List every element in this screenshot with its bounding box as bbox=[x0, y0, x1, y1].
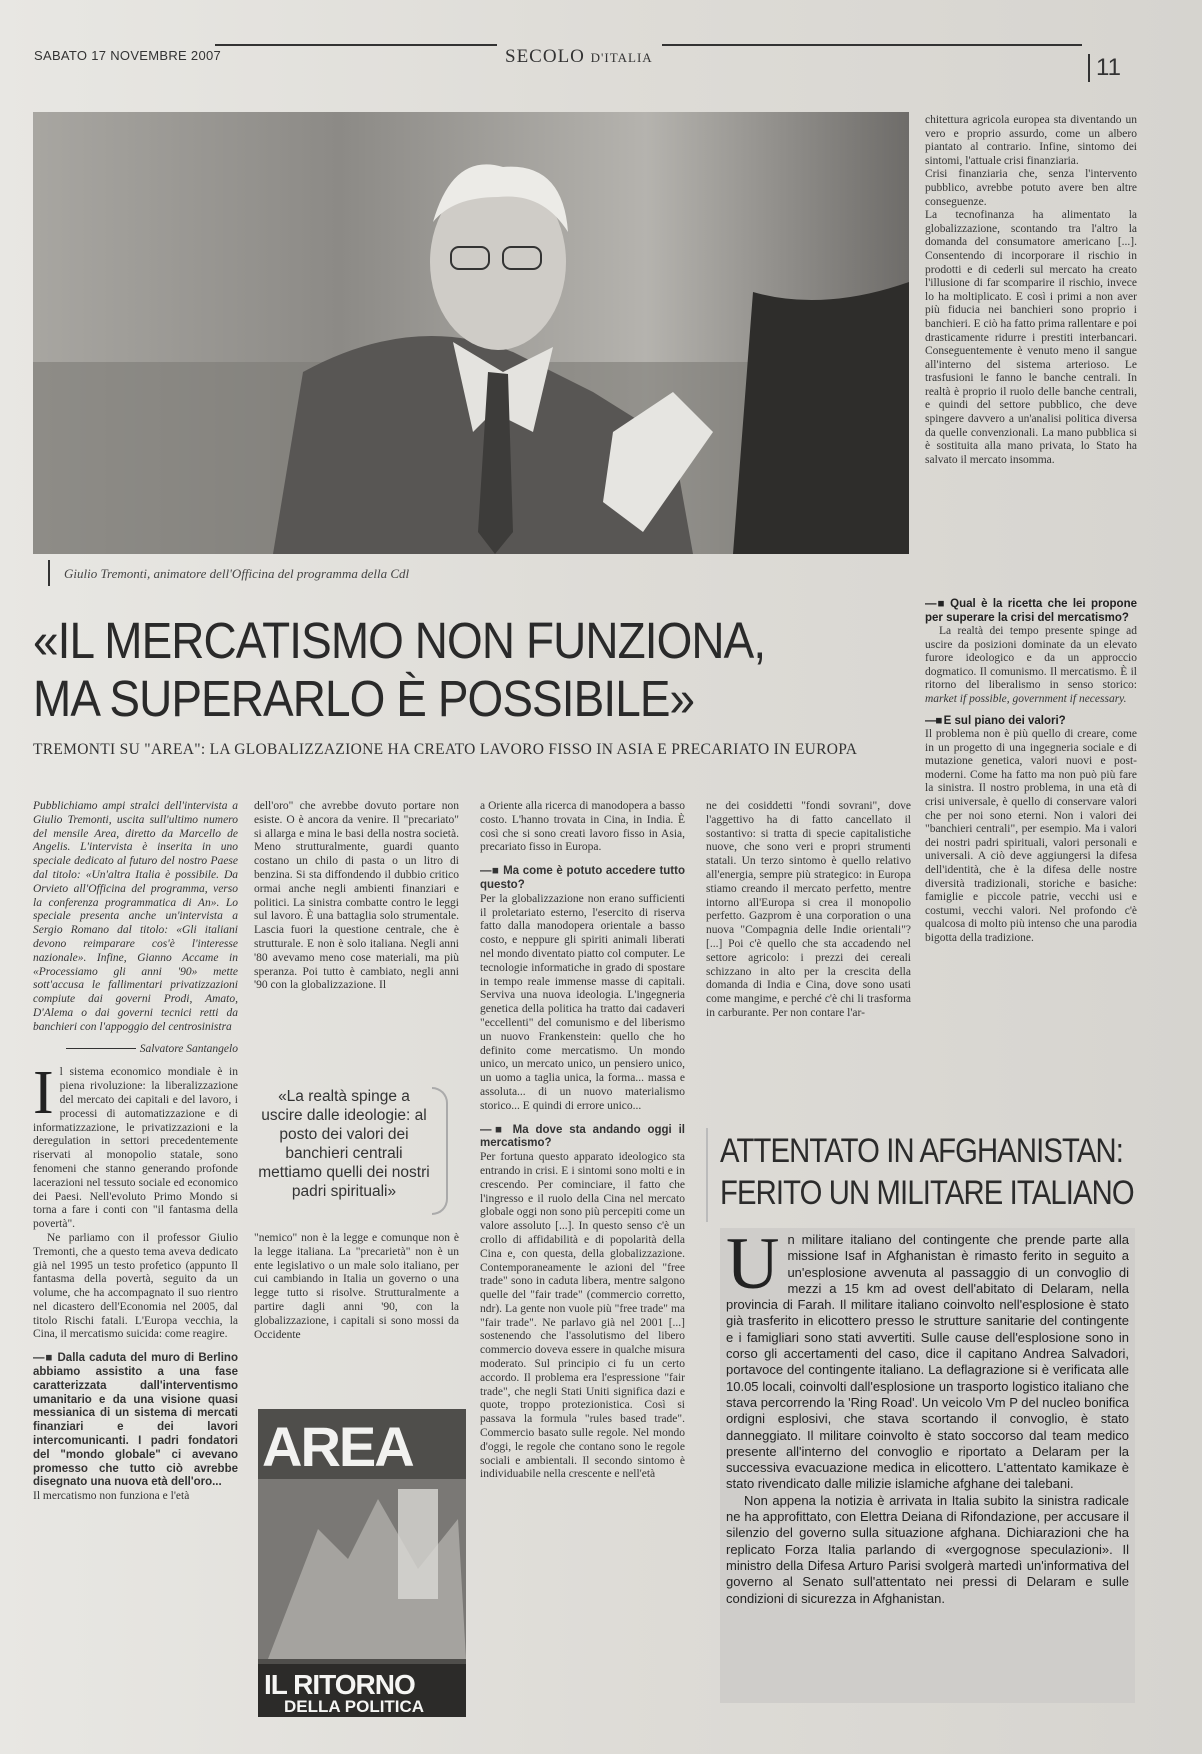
right-column-questions bbox=[925, 598, 1137, 946]
body-paragraph: Il sistema economico mondiale è in piena rivoluzione: la liberalizzazione del mercato dei capitali e del lavoro, i processi di automatizzazione e di informatizzazione, le privatizzazioni e la deregulation in settori precedentemente riservati al monopolio statale, sono fenomeni che stanno generando profonde lacerazioni nel tessuto sociale ed economico dei Paesi. Nell'evoluto Primo Mondo si torna a fare i conti con "il fantasma della povertà". bbox=[33, 1059, 238, 1231]
headline-line-1: «IL MERCATISMO NON FUNZIONA, bbox=[33, 612, 766, 669]
box-article-title bbox=[720, 1130, 1134, 1214]
title-small: D'ITALIA bbox=[590, 50, 653, 65]
title-main: SECOLO bbox=[505, 46, 585, 67]
masthead-rule-left bbox=[215, 44, 497, 46]
right-answer-1: La realtà dei tempo presente spinge ad uscire da posizioni dominate da un elevato furore ideologico e da un approccio dogmatico. Il comunismo. Il mercatismo. È il ritorno del liberalismo in senso storico: market if possible, government if necessary. bbox=[925, 625, 1137, 705]
subheadline: TREMONTI SU "AREA": LA GLOBALIZZAZIONE HA CREATO LAVORO FISSO IN ASIA E PRECARIATO IN EUROPA bbox=[33, 741, 858, 758]
column-2-text-bottom: "nemico" non è la legge e comunque non è la legge italiana. La "precarietà" non è un ente legislativo o un male solo italiano, per cui cambiando in Italia un governo o una legge tutto si risolve. Strutturalmente a partire dagli anni '90, con la globalizzazione, i capitali si sono mossi da Occidente bbox=[254, 1232, 459, 1341]
column-3-question-1: —■ Ma come è potuto accedere tutto questo? bbox=[480, 865, 685, 891]
box-dropcap: U bbox=[726, 1223, 780, 1305]
column-3-answer-2: Per fortuna questo apparato ideologico sta entrando in crisi. E i sintomi sono molti e in crescendo. Per cominciare, il fatto che l'ingresso e il ruolo della Cina nel mercato globale oggi non sono più percepiti come un valore assoluto [...]. In questo senso c'è un crollo di affidabilità e di popolarità della Cina e, con questa, della globalizzazione. Contemporaneamente le azioni del "free trade" sono in caduta libera, mentre salgono quelle del "fair trade" (commercio corretto, ndr). La gente non vuole più "free trade" ma "fair trade". Ne parlavo già nel 2001 [...] sostenendo che l'assolutismo del libero commercio doveva essere in qualche misura moderato. Sul principio ci fu un certo accordo. Il problema era l'espressione "fair trade", che negli Stati Uniti significa dazi e quote, troppo protezionistica. Così si passava la formula "rules based trade". Commercio basato sulle regole. Nel mondo d'oggi, le regole che contano sono le regole sociali e ambientali. Il secondo sintomo è individuabile nella crescente e nell'età bbox=[480, 1151, 685, 1481]
masthead-rule-right bbox=[662, 44, 1082, 46]
box-paragraph-1: Un militare italiano del contingente che prende parte alla missione Isaf in Afghanistan è rimasto ferito in seguito a un'esplosione avvenuta al passaggio di un convoglio di mezzi a 15 km ad ovest dell'abitato di Delaram, nella provincia di Farah. Il militare italiano coinvolto nell'esplosione è stato già trasferito in elicottero presso le strutture sanitarie del contingente e i famigliari sono stati avvertiti. Sulle cause dell'esplosione sono in corso gli accertamenti del caso, dice il capitano Andrea Salvadori, portavoce del contingente italiano. La deflagrazione si è verificata alle 10.05 locali, coinvolti dall'esplosione un trasporto logistico italiano che stava percorrendo la 'Ring Road'. Un veicolo Vm P del nucleo bonifica ordigni esplosivi, che stava scortando il convoglio, è stato danneggiato. Il militare coinvolto è stato soccorso dal team medico presente all'interno del convoglio e riportato a Delaram per la successiva evacuazione medica in elicottero. L'attentato kamikaze è stato rivendicato dalle milizie islamiche afghane dei talebani. bbox=[726, 1223, 1129, 1492]
column-2-text-top: dell'oro" che avrebbe dovuto portare non esiste. O è ancora da venire. Il "precariato" si allarga e mina le basi della nostra società. Meno strutturalmente, guardi quanto costano un chilo di pasta o un litro di benzina. Si sta diffondendo il dubbio critico ormai anche negli ambienti finanziari e politici. La sinistra combatte contro le leggi sul lavoro. È una battaglia solo strumentale. Lascia fuori la questione centrale, che è strutturale. E non è solo italiana. Negli anni '80 avevamo meno cose materiali, ma più speranza. Poi tutto è cambiato, negli anni '90 con la globalizzazione. Il bbox=[254, 800, 459, 992]
column-1 bbox=[33, 800, 238, 1504]
body-paragraph-2: Ne parliamo con il professor Giulio Tremonti, che a questo tema aveva dedicato già nel 1995 un testo profetico (appunto Il fantasma della povertà, seguito da un volume, che ha accompagnato il suo rientro nel dicastero dell'Economia nel 2005, dal titolo Rischi fatali. L'Europa vecchia, la Cina, il mercatismo suicida: come reagire. bbox=[33, 1231, 238, 1341]
column-2-bottom bbox=[254, 1232, 459, 1342]
right-paragraph-3: La tecnofinanza ha alimentato la globalizzazione, scontando tra l'altro la domanda del consumatore americano [...]. Consentendo di incorporare il rischio in prodotti e di cederli sul mercato ha creato l'illusione di far scomparire il rischio, invece lo ha moltiplicato. E così i primi a non aver più fiducia nei banchieri sono proprio i banchieri. E ciò ha fatto prima rallentare e poi drasticamente ridurre i prestiti interbancari. Conseguentemente è venuto meno il sangue all'interno del sistema arterioso. Le trasfusioni le fanno le banche centrali. In realtà è proprio il ruolo delle banche centrali, e quindi del settore pubblico, che deve spingere davvero a un'analisi politica diversa da quelle convenzionali. La mano pubblica si è sostituita alla mano privata, lo Stato ha salvato il mercato insomma. bbox=[925, 209, 1137, 466]
photo-caption: Giulio Tremonti, animatore dell'Officina del programma della Cdl bbox=[64, 566, 410, 581]
box-title-rule bbox=[706, 1128, 708, 1222]
column-1-tail: Il mercatismo non funziona e l'età bbox=[33, 1490, 190, 1503]
newspaper-title bbox=[505, 46, 653, 68]
pull-quote-brace bbox=[432, 1087, 448, 1215]
column-4 bbox=[706, 800, 911, 1021]
cover-footer-1: IL RITORNO bbox=[264, 1669, 415, 1700]
box-title-line-1: ATTENTATO IN AFGHANISTAN: bbox=[720, 1132, 1124, 1170]
pull-quote: «La realtà spinge a uscire dalle ideologie: al posto dei valori dei banchieri centrali mettiamo quelli dei nostri padri spirituali» bbox=[258, 1088, 430, 1200]
column-3-question-2: —■ Ma dove sta andando oggi il mercatismo? bbox=[480, 1123, 685, 1150]
byline: Salvatore Santangelo bbox=[33, 1043, 238, 1057]
right-paragraph-1: chitettura agricola europea sta diventando un vero e proprio assurdo, come un albero piantato al contrario. Infine, sintomo dei sintomi, l'attuale crisi finanziaria. bbox=[925, 114, 1137, 167]
headline bbox=[33, 612, 825, 728]
intro-text: Pubblichiamo ampi stralci dell'intervista a Giulio Tremonti, uscita sull'ultimo numero del mensile Area, diretto da Marcello de Angelis. L'intervista è inserita in uno speciale dedicato al futuro del nostro Paese dal titolo: «Un'altra Italia è possibile. Da Orvieto all'Officina del programma, verso la conferenza programmatica di An». Lo speciale presenta anche un'intervista a Sergio Romano dal titolo: «Gli italiani devono reimparare cos'è l'interesse nazionale». Infine, Gianno Accame in «Processiamo gli anni '90» mette sott'accusa le fallimentari privatizzazioni compiute dai governi Prodi, Amato, D'Alema o dai governi tecnici retti da banchieri con l'appoggio del centrosinistra bbox=[33, 800, 238, 1033]
column-2-top bbox=[254, 800, 459, 993]
cover-footer-2: DELLA POLITICA bbox=[284, 1697, 425, 1716]
magazine-cover bbox=[258, 1409, 466, 1717]
right-question-2: —■ E sul piano dei valori? bbox=[925, 714, 1066, 727]
right-paragraph-2: Crisi finanziaria che, senza l'intervento pubblico, avrebbe potuto avere ben altre conseguenze. bbox=[925, 168, 1137, 208]
box-title-line-2: FERITO UN MILITARE ITALIANO bbox=[720, 1174, 1134, 1212]
box-article-body bbox=[720, 1223, 1135, 1703]
column-3-top: a Oriente alla ricerca di manodopera a basso costo. L'hanno trovata in Cina, in India. È così che si sono creati lavoro fisso in Asia, precariato fisso in Europa. bbox=[480, 800, 685, 854]
issue-date: SABATO 17 NOVEMBRE 2007 bbox=[34, 48, 222, 63]
box-paragraph-2: Non appena la notizia è arrivata in Italia subito la sinistra radicale ne ha approfittato, con Elettra Deiana di Rifondazione, per accusare il silenzio del governo sulla situazione afghana. Dichiarazioni che ha replicato Forza Italia parlando di «vergognose speculazioni». Il ministro della Difesa Arturo Parisi svolgerà martedì un'informativa del governo al Senato sull'attentato nei pressi di Delaram e sulle condizioni di sicurezza in Afghanistan. bbox=[726, 1492, 1129, 1606]
dropcap-letter: I bbox=[33, 1059, 54, 1128]
column-3-answer-1: Per la globalizzazione non erano sufficienti il proletariato esterno, l'esercito di riserva fatto dalla manodopera orientale a basso costo, e neppure gli spiriti animali liberati nel mondo diventato piatto col computer. Le tecnologie informatiche in grado di spostare in tempo reale immense masse di capitali. Serviva una nuova ideologia. L'ingegneria genetica della politica ha tratto dai cadaveri "eccellenti" del comunismo e del liberismo un nuovo Frankenstein: quello che ho definito come mercatismo. Un mondo unico, un mercato unico, un pensiero unico, un uomo a taglia unica, la forma... massa e assoluta... di un nuovo materialismo storico... E quindi di errore unico... bbox=[480, 892, 685, 1112]
right-question-1: —■ Qual è la ricetta che lei propone per superare la crisi del mercatismo? bbox=[925, 598, 1137, 624]
page-number: 11 bbox=[1088, 54, 1121, 82]
photo-tremonti bbox=[33, 112, 909, 554]
column-4-text: ne dei cosiddetti "fondi sovrani", dove l'aggettivo ha di fatto cancellato il sostantivo: si tratta di specie capitalistiche nuove, che sono veri e propri strumenti statali. Un terzo sintomo è quello relativo all'energia, sempre più strategico: in Europa stiamo creando il mercato perfetto, mentre intorno all'Europa si crea il monopolio perfetto. Gazprom è una corporation o una nuova "Compagnia delle Indie orientali"? [...] Poi c'è quello che sta accadendo nel settore agricolo: i prezzi dei cereali schizzano in alto per la crescita della domanda di India e Cina, dove sono usati come mangime, e perché c'è chi li trasforma in carburante. Per non contare l'ar- bbox=[706, 800, 911, 1019]
headline-line-2: MA SUPERARLO È POSSIBILE» bbox=[33, 670, 695, 727]
portrait-illustration bbox=[33, 112, 909, 554]
right-answer-2: Il problema non è più quello di creare, come in un progetto di una ingegneria sociale e di mutazione genetica, valori nuovi e post-moderni. Come ha fatto ma non può più fare la sinistra. Il nostro problema, in una età di crisi universale, è quello di conservare valori che per noi sono eterni. Non i valori dei "banchieri centrali", per esempio. Ma i valori dei nostri padri spirituali, valori personali e universali. A ciò deve aggiungersi la difesa dell'identità, che è la difesa delle nostre diversità tradizionali, storiche e basiche: famiglie e piccole patrie, vecchi usi e costumi, vecchi valori. Nel profondo c'è qualcosa di molto più intenso che una parodia bigotta della tradizione. bbox=[925, 728, 1137, 944]
right-column-top bbox=[925, 114, 1137, 467]
column-3 bbox=[480, 800, 685, 1482]
cover-title: AREA bbox=[262, 1415, 413, 1478]
column-1-question: —■ Dalla caduta del muro di Berlino abbiamo assistito a una fase caratterizzata dall'interventismo umanitario e da una visione quasi messianica di un sistema di mercati finanziari e dei lavori intercomunicanti. I padri fondatori del "mondo globale" ci avevano promesso che tutto ciò avrebbe disegnato una nuova età dell'oro... bbox=[33, 1352, 238, 1489]
